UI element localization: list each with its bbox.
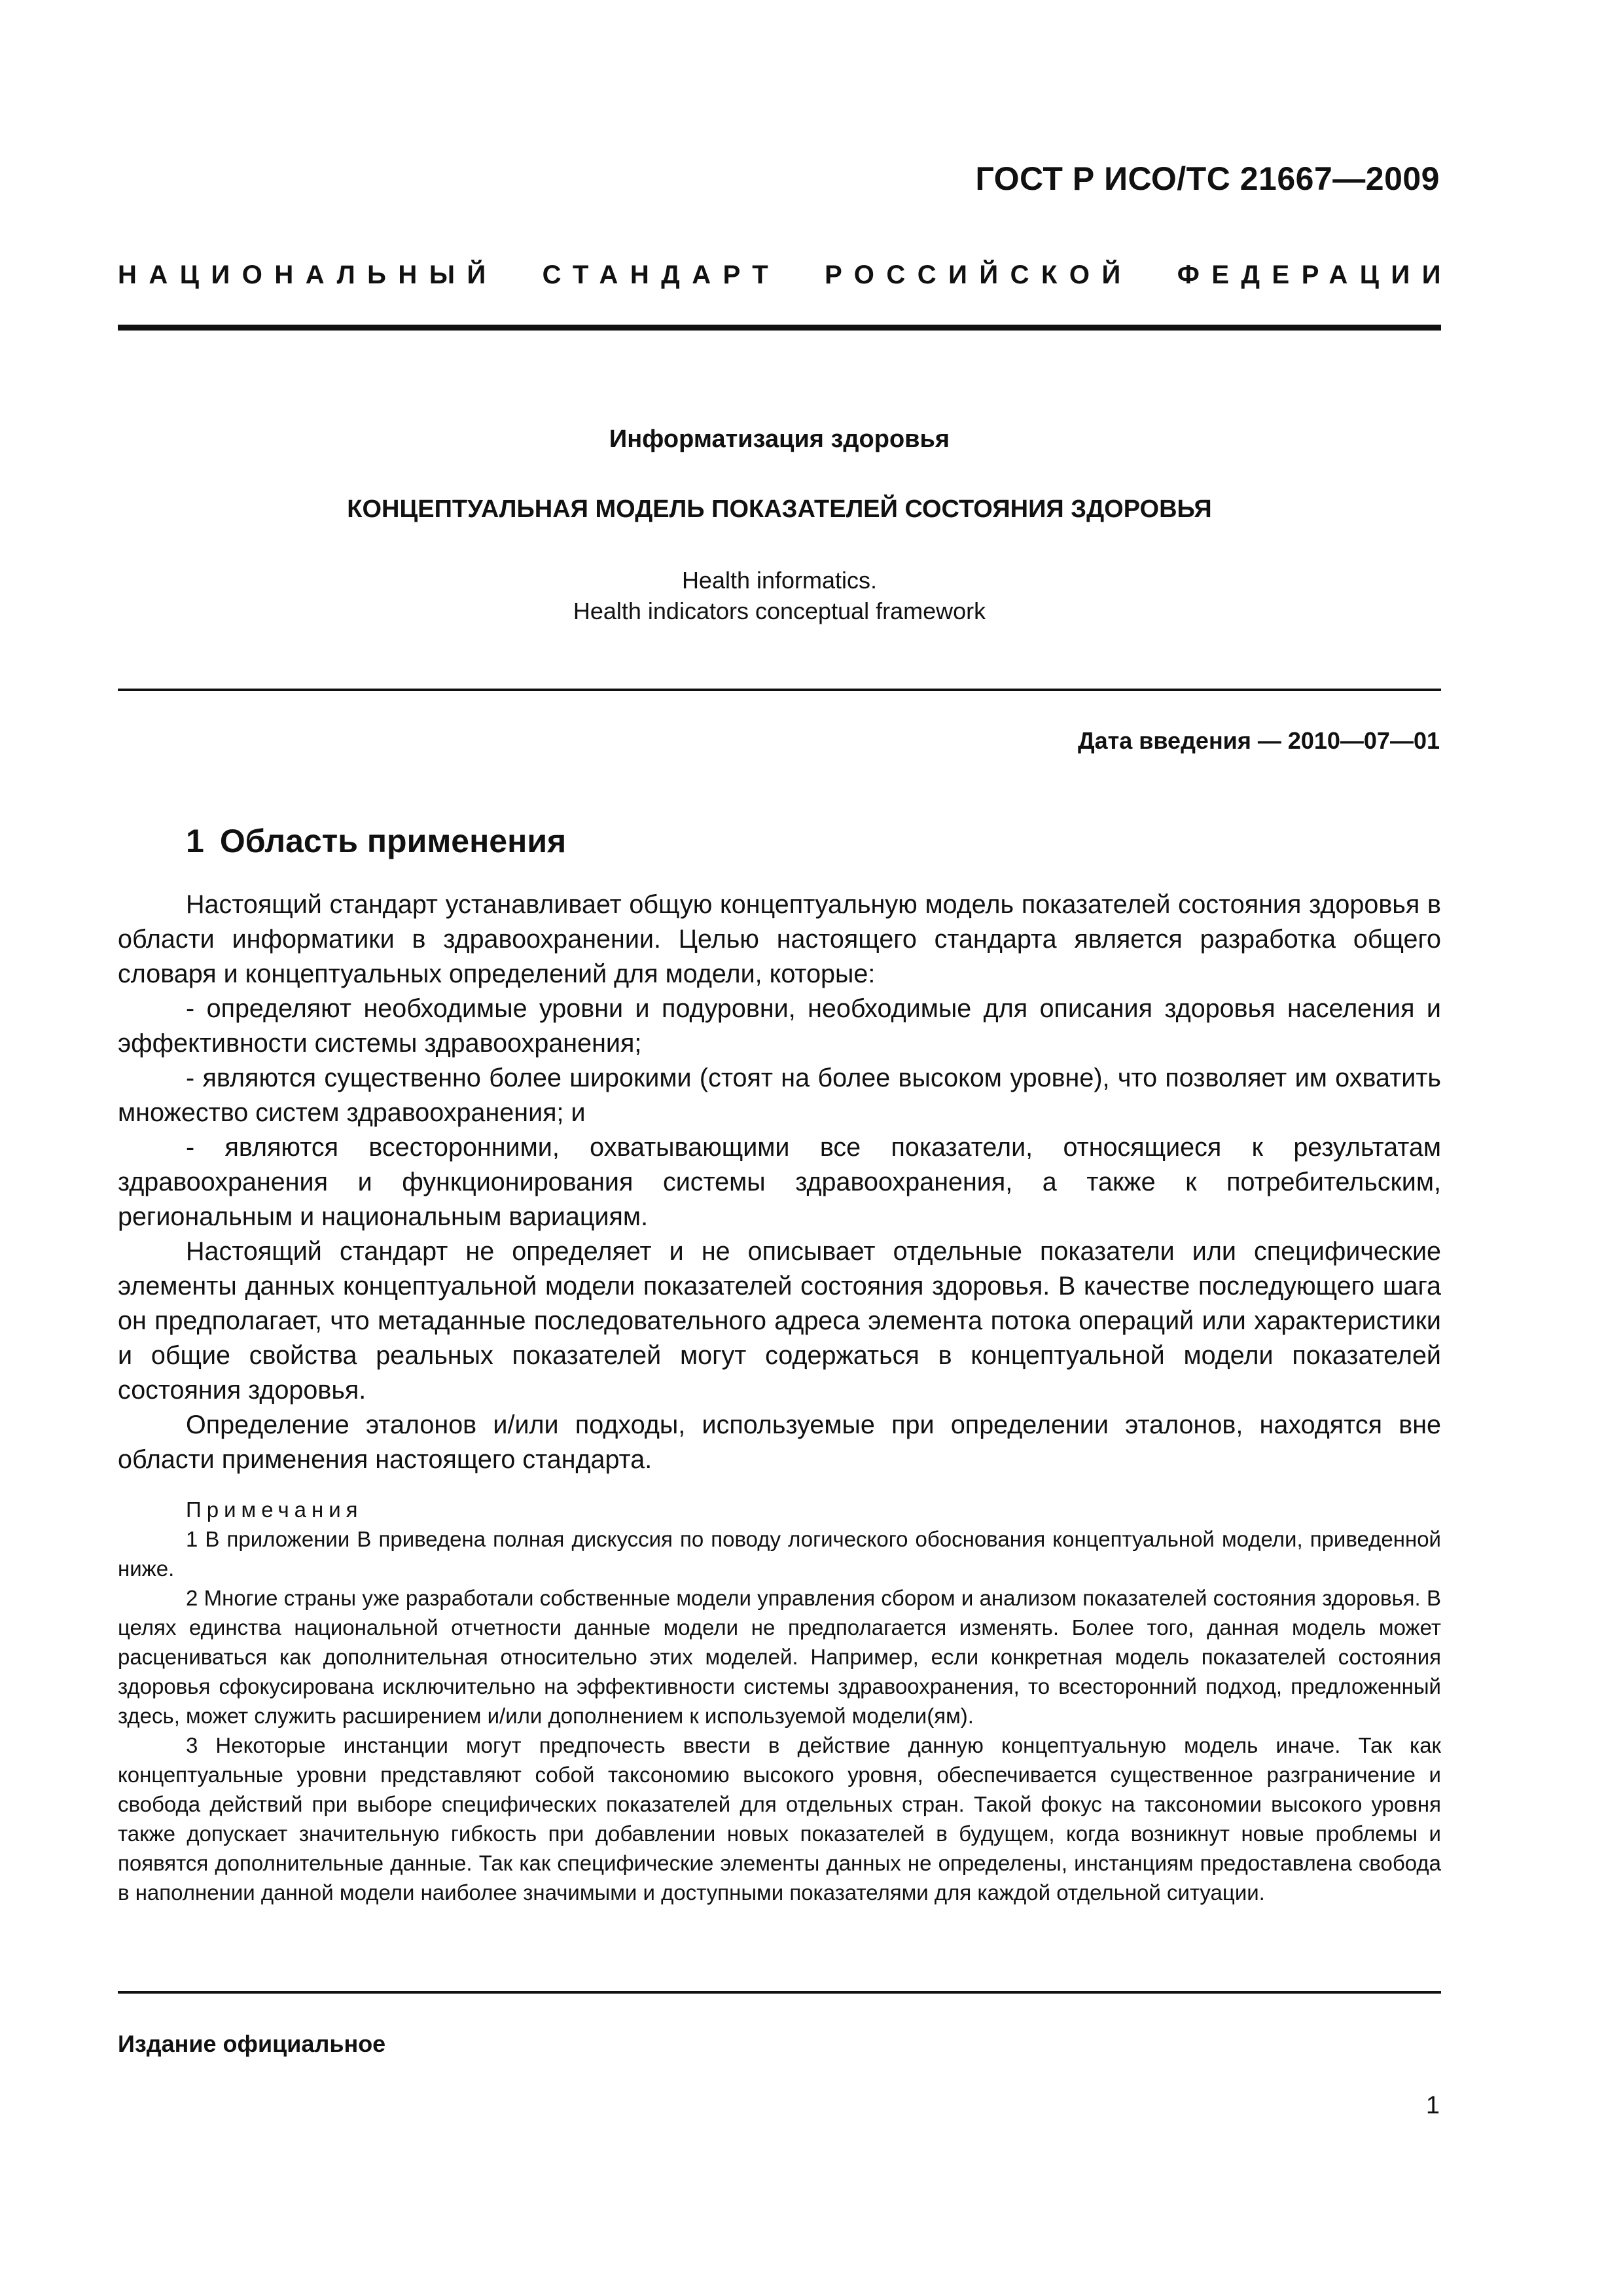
bullet-item: - являются существенно более широкими (стоят на более высоком уровне), что позволяет им охватить множество систем здравоохранения; и [118, 1064, 1441, 1127]
national-standard-banner [118, 260, 1453, 290]
edition-label: Издание официальное [118, 2030, 386, 2057]
body-paragraph: Определение эталонов и/или подходы, используемые при определении эталонов, находятся вне области применения настоящего стандарта. [118, 1410, 1441, 1474]
english-title-line: Health informatics. [681, 567, 878, 594]
bullet-item: - являются всесторонними, охватывающими все показатели, относящиеся к результатам здравоохранения и функционирования системы здравоохранения, а также к потребительским, региональным и национальным вариациям. [118, 1133, 1441, 1231]
section-number: 1 [186, 823, 204, 859]
introduction-date: Дата введения — 2010—07—01 [1077, 727, 1440, 754]
section-title: Область применения [219, 823, 567, 859]
banner-word: РОССИЙСКОЙ [825, 260, 1133, 289]
main-title: КОНЦЕПТУАЛЬНАЯ МОДЕЛЬ ПОКАЗАТЕЛЕЙ СОСТОЯНИЯ ЗДОРОВЬЯ [347, 495, 1212, 523]
banner-word: СТАНДАРТ [542, 260, 781, 289]
document-code: ГОСТ Р ИСО/ТС 21667—2009 [975, 160, 1440, 197]
notes-block [118, 1495, 1441, 1907]
header-divider [118, 325, 1441, 331]
subject-title: Информатизация здоровья [609, 425, 950, 453]
note-item: 2 Многие страны уже разработали собственные модели управления сбором и анализом показателей состояния здоровья. В целях единства национальной отчетности данные модели не предполагается изменять. Более того, данная модель может расцениваться как дополнительная относительно этих моделей. Например, если конкретная модель показателей состояния здоровья сфокусирована исключительно на эффективности системы здравоохранения, то всесторонний подход, предложенный здесь, может служить расширением и/или дополнением к используемой модели(ям). [118, 1586, 1441, 1728]
page-number: 1 [1425, 2092, 1440, 2119]
title-divider [118, 689, 1441, 691]
footer-divider [118, 1991, 1441, 1994]
note-item: 3 Некоторые инстанции могут предпочесть ввести в действие данную концептуальную модель иначе. Так как концептуальные уровни представляют собой таксономию высокого уровня, обеспечивается существенное разграничение и свобода действий при выборе специфических показателей для отдельных стран. Такой фокус на таксономии высокого уровня также допускает значительную гибкость при добавлении новых показателей в будущем, когда возникнут новые проблемы и появятся дополнительные данные. Так как специфические элементы данных не определены, инстанциям предоставлена свобода в наполнении данной модели наиболее значимыми и доступными показателями для каждой отдельной ситуации. [118, 1733, 1441, 1905]
section-body [118, 888, 1441, 1477]
notes-heading: Примечания [186, 1498, 363, 1522]
english-title-line: Health indicators conceptual framework [573, 598, 986, 624]
body-paragraph: Настоящий стандарт устанавливает общую концептуальную модель показателей состояния здоровья в области информатики в здравоохранении. Целью настоящего стандарта является разработка общего словаря и концептуальных определений для модели, которые: [118, 890, 1441, 988]
banner-word: ФЕДЕРАЦИИ [1177, 260, 1453, 289]
bullet-item: - определяют необходимые уровни и подуровни, необходимые для описания здоровья населения и эффективности системы здравоохранения; [118, 994, 1441, 1058]
banner-word: НАЦИОНАЛЬНЫЙ [118, 260, 498, 289]
section-heading [186, 822, 566, 860]
note-item: 1 В приложении В приведена полная дискуссия по поводу логического обоснования концептуальной модели, приведенной ниже. [118, 1527, 1441, 1581]
body-paragraph: Настоящий стандарт не определяет и не описывает отдельные показатели или специфические элементы данных концептуальной модели показателей состояния здоровья. В качестве последующего шага он предполагает, что метаданные последовательного адреса элемента потока операций или характеристики и общие свойства реальных показателей могут содержаться в концептуальной модели показателей состояния здоровья. [118, 1237, 1441, 1405]
